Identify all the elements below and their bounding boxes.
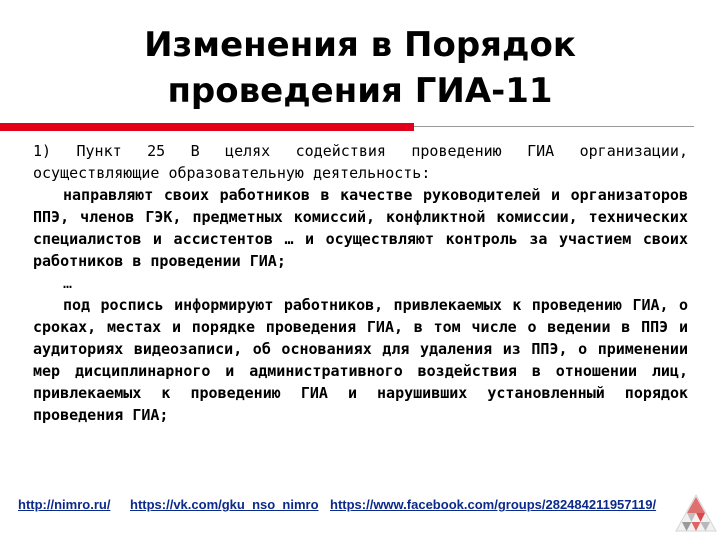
paragraph-end-mark: ; (276, 252, 286, 270)
paragraph-point-25: 1) Пункт 25 В целях содействия проведению ГИА организации, осуществляющие образовательную деятельность: (33, 142, 688, 182)
paragraph-direct-workers (33, 184, 688, 272)
paragraph-control-text: и осуществляют контроль за участием своих работников в проведении ГИА (33, 230, 688, 270)
title-underline-accent (0, 123, 414, 131)
footer-links (0, 497, 720, 521)
slide-title-line-2: проведения ГИА-11 (167, 71, 553, 111)
nimro-logo-icon (672, 491, 720, 540)
paragraph-direct-workers-text: направляют своих работников в качестве руководителей и организаторов ППЭ, членов ГЭК, предметных комиссий, конфликтной комиссии, технических специалистов и ассистентов … (33, 186, 688, 248)
footer-link-vk[interactable]: https://vk.com/gku_nso_nimro (130, 497, 319, 512)
slide-body (33, 140, 688, 426)
slide-title-line-1: Изменения в Порядок (144, 25, 576, 65)
ellipsis-line: … (63, 274, 73, 292)
footer-link-site[interactable]: http://nimro.ru/ (18, 497, 111, 512)
footer-link-facebook[interactable]: https://www.facebook.com/groups/282484211957119/ (330, 497, 657, 512)
title-underline-divider (414, 126, 694, 127)
slide-title (0, 22, 720, 114)
paragraph-inform-workers: под роспись информируют работников, привлекаемых к проведению ГИА, о сроках, местах и порядке проведения ГИА, в том числе о ведении в ППЭ и аудиториях видеозаписи, об основаниях для удаления из ППЭ, о применении мер дисциплинарного и административного воздействия в отношении лиц, привлекаемых к проведению ГИА и нарушивших установленный порядок проведения ГИА; (33, 296, 688, 424)
